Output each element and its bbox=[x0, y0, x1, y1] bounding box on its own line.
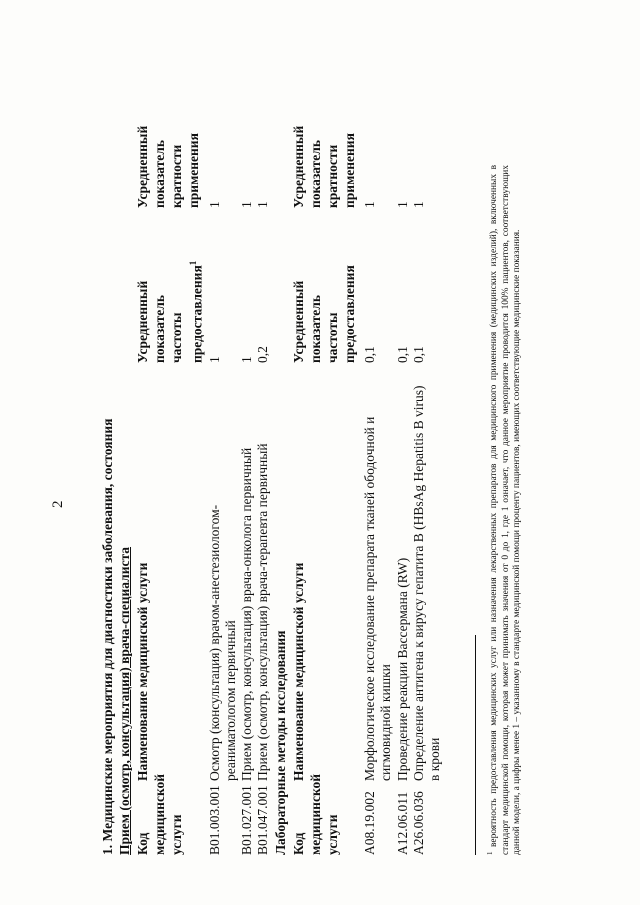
g2-row2-mult: 1 bbox=[395, 200, 410, 208]
footnote-ref: 1 bbox=[188, 260, 198, 265]
g2-header-code: Код медицинской услуги bbox=[291, 773, 340, 855]
section-title: 1. Медицинские мероприятия для диагностики заболевания, состояния bbox=[100, 418, 115, 855]
footnote-separator bbox=[475, 635, 476, 855]
g1-row1-name: Осмотр (консультация) врачом-анестезиологом-реаниматологом первичный bbox=[207, 504, 238, 781]
group2-title: Лабораторные методы исследования bbox=[273, 630, 288, 855]
g1-row3-name: Прием (осмотр, консультация) врача-терапевта первичный bbox=[255, 442, 270, 781]
g2-row1-name: Морфологическое исследование препарата тканей ободочной и сигмовидной кишки bbox=[362, 416, 393, 781]
g2-row2-code: A12.06.011 bbox=[395, 791, 410, 855]
g2-row1-code: A08.19.002 bbox=[362, 790, 377, 855]
g1-row2-mult: 1 bbox=[239, 200, 254, 208]
g1-header-name: Наименование медицинской услуги bbox=[135, 562, 150, 781]
g2-header-name: Наименование медицинской услуги bbox=[291, 562, 306, 781]
g1-row1-mult: 1 bbox=[207, 200, 222, 208]
g2-row3-mult: 1 bbox=[411, 200, 426, 208]
g1-header-mult: Усредненный показатель кратности применения bbox=[135, 125, 201, 208]
g1-row3-code: B01.047.001 bbox=[255, 784, 270, 855]
g1-row3-mult: 1 bbox=[255, 200, 270, 208]
g2-row1-freq: 0,1 bbox=[362, 345, 377, 363]
g1-header-freq-text: Усредненный показатель частоты предоставления bbox=[135, 264, 205, 363]
g1-row2-code: B01.027.001 bbox=[239, 784, 254, 855]
g2-header-freq: Усредненный показатель частоты предоставления bbox=[291, 264, 357, 363]
g1-row3-freq: 0,2 bbox=[255, 345, 270, 363]
g2-row3-code: A26.06.036 bbox=[411, 790, 426, 855]
g2-row2-freq: 0,1 bbox=[395, 345, 410, 363]
g1-row2-freq: 1 bbox=[239, 355, 254, 363]
g1-header-freq bbox=[134, 243, 206, 363]
g1-row2-name: Прием (осмотр, консультация) врача-онколога первичный bbox=[239, 447, 254, 781]
g1-row1-freq: 1 bbox=[207, 355, 222, 363]
rotated-content bbox=[40, 43, 600, 863]
g1-row1-code: B01.003.001 bbox=[207, 784, 222, 855]
page-number: 2 bbox=[50, 500, 66, 508]
footnote-mark: 1 bbox=[486, 851, 494, 855]
g2-row2-name: Проведение реакции Вассермана (RW) bbox=[395, 557, 410, 781]
g2-row1-mult: 1 bbox=[362, 200, 377, 208]
g2-row3-freq: 0,1 bbox=[411, 345, 426, 363]
g2-header-mult: Усредненный показатель кратности применения bbox=[291, 125, 357, 208]
g2-row3-name: Определение антигена к вирусу гепатита B (HBsAg Hepatitis B virus) в крови bbox=[411, 384, 442, 781]
footnote-text: вероятность предоставления медицинских услуг или назначения лекарственных препаратов для медицинского применения (медицинских изделий), включенных в стандарт медицинской помощи, которая может принимать значения от 0 до 1, где 1 означает, что данное мероприятие проводится 100% пациентов, соответствующих данной модели, а цифры менее 1 – указанному в стандарте медицинской помощи проценту пациентов, имеющих соответствующие медицинские показания. bbox=[489, 164, 522, 855]
footnote bbox=[485, 165, 523, 855]
g1-header-code: Код медицинской услуги bbox=[135, 773, 184, 855]
group1-title: Прием (осмотр, консультация) врача-специалиста bbox=[117, 546, 132, 855]
